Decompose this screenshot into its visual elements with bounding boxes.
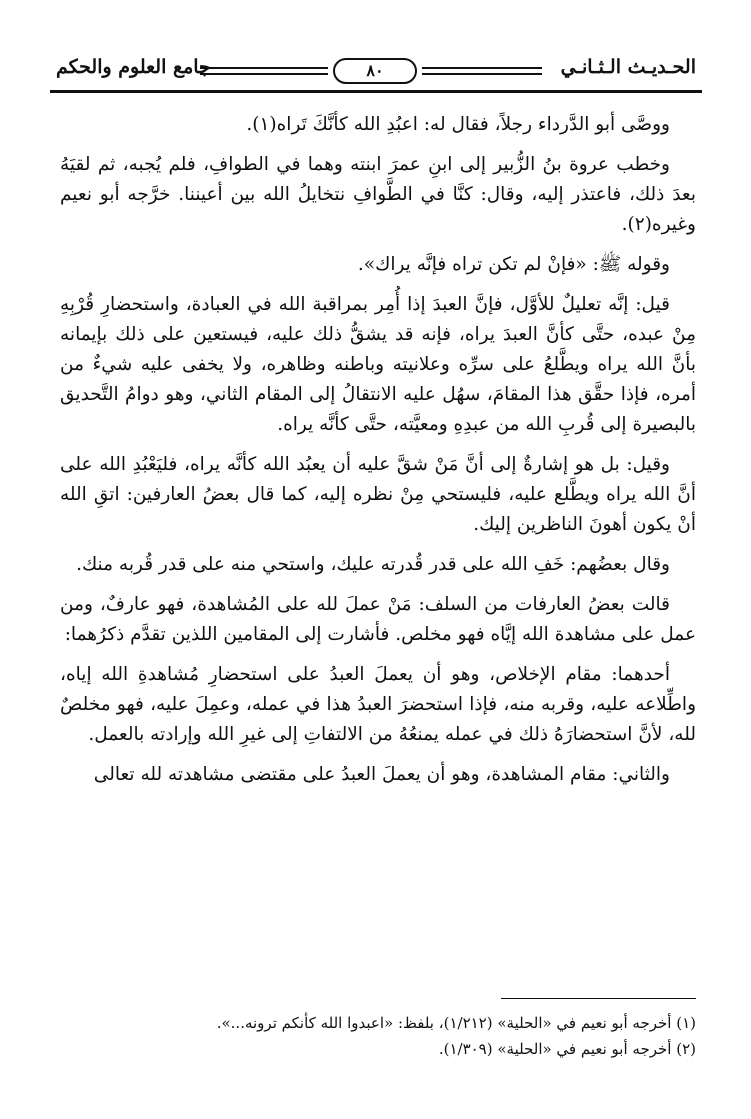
paragraph: وخطب عروة بنُ الزُّبير إلى ابنِ عمرَ ابنته وهما في الطوافِ، فلم يُجبه، ثم لقيَهُ بعدَ ذلك، فاعتذر إليه، وقال: كنَّا في الطَّوافِ نتخايلُ الله بين أعيننا. خرَّجه أبو نعيم وغيره(٢). [60, 154, 696, 235]
main-text [60, 110, 696, 800]
footnote: (١) أخرجه أبو نعيم في «الحلية» (١/٢١٢)، بلفظ: «اعبدوا الله كأنكم ترونه...». [216, 1014, 696, 1032]
paragraph: قالت بعضُ العارفات من السلف: مَنْ عملَ لله على المُشاهدة، فهو عارفٌ، ومن عمل على مشاهدة الله إيَّاه فهو مخلص. فأشارت إلى المقامين اللذين تقدَّم ذكرُهما: [60, 594, 696, 645]
paragraph: أحدهما: مقام الإخلاص، وهو أن يعملَ العبدُ على استحضارِ مُشاهدةِ الله إياه، واطِّلاعه عليه، وقربه منه، فإذا استحضرَ العبدُ هذا في عمله، وعمِلَ عليه، فهو مخلصٌ لله، لأنَّ استحضارَهُ ذلك في عمله يمنعُهُ من الالتفاتِ إلى غيرِ الله وإرادته بالعمل. [60, 664, 696, 745]
footnote: (٢) أخرجه أبو نعيم في «الحلية» (١/٣٠٩). [438, 1040, 696, 1058]
running-header [50, 50, 702, 90]
paragraph: ووصَّى أبو الدَّرداء رجلاً، فقال له: اعبُدِ الله كأنَّكَ تَراه(١). [246, 114, 670, 135]
footnote-divider [501, 998, 696, 999]
footnotes [60, 1010, 696, 1062]
paragraph: قيل: إنَّه تعليلٌ للأوَّل، فإنَّ العبدَ إذا أُمِر بمراقبة الله في العبادة، واستحضارِ قُرْبِهِ مِنْ عبده، حتَّى كأنَّ العبدَ يراه، فإنه قد يشقُّ ذلك عليه، فيستعين على ذلك بإيمانه بأنَّ الله يراه ويطَّلعُ على سرِّه وعلانيته وباطنه وظاهره، ولا يخفى عليه شيءٌ من أمره، فإذا حقَّق هذا المقامَ، سهُل عليه الانتقالُ إلى المقام الثاني، وهو دوامُ التَّحديق بالبصيرة إلى قُربِ الله من عبدِهِ ومعيَّته، حتَّى كأنَّه يراه. [60, 294, 696, 435]
paragraph: والثاني: مقام المشاهدة، وهو أن يعملَ العبدُ على مقتضى مشاهدته لله تعالى [93, 764, 670, 785]
chapter-title: الحـديـث الـثـانـي [560, 56, 696, 78]
paragraph: وقيل: بل هو إشارةٌ إلى أنَّ مَنْ شقَّ عليه أن يعبُد الله كأنَّه يراه، فليَعْبُدِ الله على أنَّ الله يراه ويطَّلع عليه، فليستحي مِنْ نظره إليه، كما قال بعضُ العارفين: اتقِ الله أنْ يكون أهونَ الناظرين إليك. [60, 454, 696, 535]
paragraph: وقال بعضُهم: خَفِ الله على قدر قُدرته عليك، واستحي منه على قدر قُربه منك. [76, 554, 670, 575]
header-divider [50, 90, 702, 93]
header-ornament-rule [200, 67, 328, 75]
book-title: جامع العلوم والحكم [56, 56, 211, 78]
header-ornament-rule [422, 67, 542, 75]
page-number: ٨٠ [333, 58, 417, 84]
paragraph: وقوله ﷺ: «فإنْ لم تكن تراه فإنَّه يراك». [357, 254, 670, 275]
